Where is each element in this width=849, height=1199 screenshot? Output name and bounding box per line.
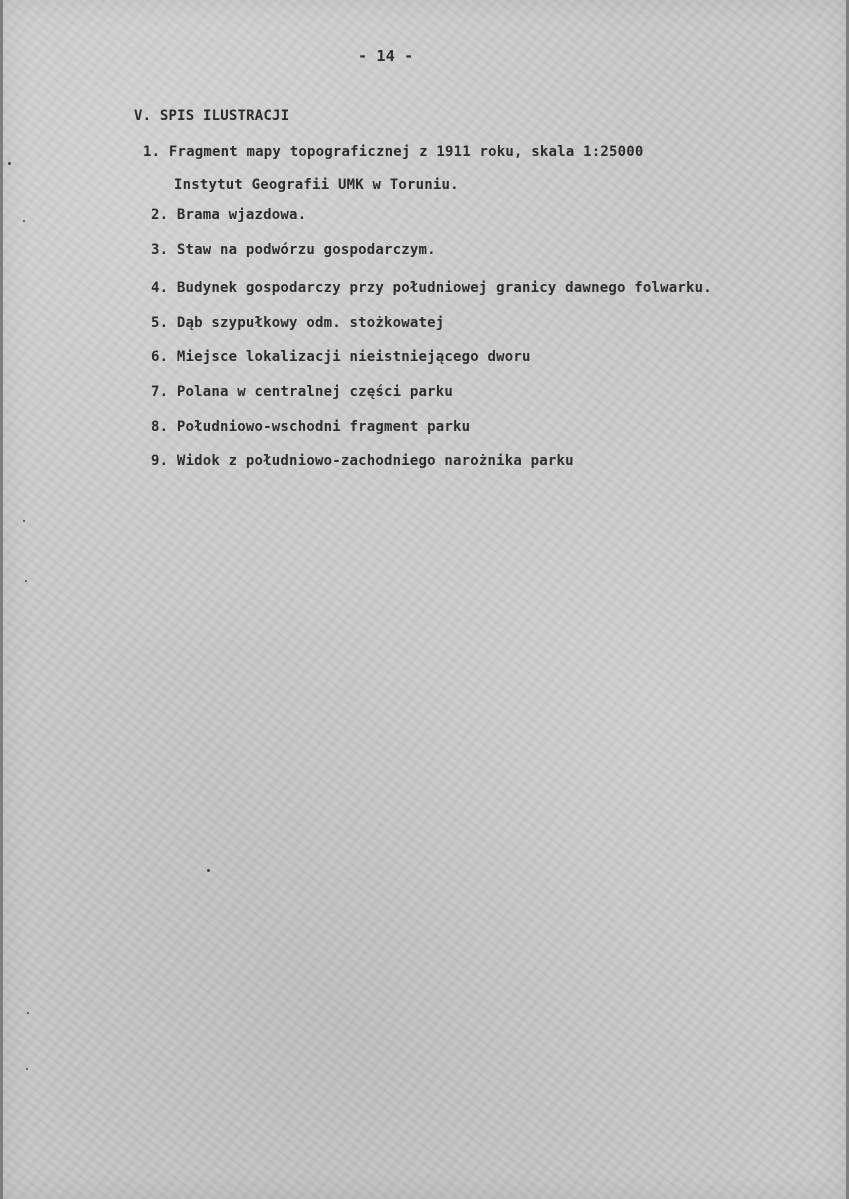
paper-speck <box>23 520 25 522</box>
list-item: 3. Staw na podwórzu gospodarczym. <box>151 242 436 258</box>
list-item: 1. Fragment mapy topograficznej z 1911 roku, skala 1:25000 <box>143 144 644 160</box>
list-item: 4. Budynek gospodarczy przy południowej granicy dawnego folwarku. <box>151 280 712 296</box>
list-item: 9. Widok z południowo-zachodniego narożnika parku <box>151 453 574 469</box>
list-item: 7. Polana w centralnej części parku <box>151 384 454 400</box>
paper-speck <box>27 1012 29 1014</box>
list-item: 8. Południowo-wschodni fragment parku <box>151 419 471 435</box>
list-item: 2. Brama wjazdowa. <box>151 207 307 223</box>
list-item: 6. Miejsce lokalizacji nieistniejącego dworu <box>151 349 531 365</box>
paper-speck <box>25 580 27 582</box>
paper-speck <box>23 220 25 222</box>
list-item-continuation: Instytut Geografii UMK w Toruniu. <box>174 177 459 193</box>
document-page <box>3 0 846 1199</box>
paper-speck <box>207 869 210 872</box>
page-number: - 14 - <box>358 47 414 65</box>
list-item: 5. Dąb szypułkowy odm. stożkowatej <box>151 315 445 331</box>
paper-speck <box>8 162 11 165</box>
paper-speck <box>26 1068 28 1070</box>
section-heading: V. SPIS ILUSTRACJI <box>134 108 290 124</box>
